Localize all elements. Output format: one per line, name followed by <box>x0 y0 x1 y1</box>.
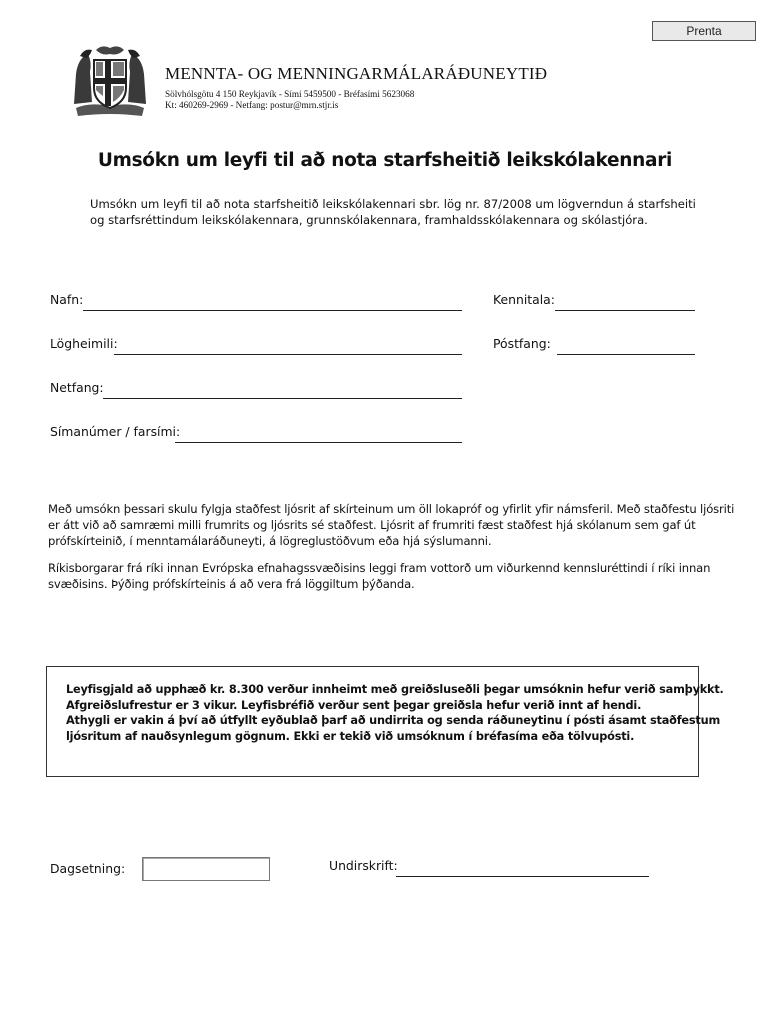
notice-line: Athygli er vakin á því að útfyllt eyðublað þarf að undirrita og senda ráðuneytinu í pósti ásamt staðfestum <box>66 714 721 728</box>
coat-of-arms-logo <box>70 44 150 122</box>
paragraph-line: Með umsókn þessari skulu fylgja staðfest ljósrit af skírteinum um öll lokapróf og yfirlit yfir námsferil. Með staðfestu ljósriti <box>48 502 735 516</box>
date-input[interactable] <box>142 857 270 881</box>
page-title: Umsókn um leyfi til að nota starfsheitið leikskólakennari <box>97 150 673 171</box>
phone-label: Símanúmer / farsími: <box>50 424 181 439</box>
attachments-paragraph <box>48 501 734 549</box>
intro-text <box>90 196 696 228</box>
ministry-name: MENNTA- OG MENNINGARMÁLARÁÐUNEYTIÐ <box>165 64 548 83</box>
intro-line: Umsókn um leyfi til að nota starfsheitið leikskólakennari sbr. lög nr. 87/2008 um lögverndun á starfsheiti <box>90 197 696 211</box>
phone-field[interactable] <box>175 442 462 443</box>
email-label: Netfang: <box>50 380 104 395</box>
kennitala-label: Kennitala: <box>493 292 555 307</box>
print-button[interactable]: Prenta <box>652 21 756 41</box>
intro-line: og starfsréttindum leikskólakennara, grunnskólakennara, framhaldsskólakennara og skólastjóra. <box>90 213 648 227</box>
eea-paragraph <box>48 560 710 592</box>
name-label: Nafn: <box>50 292 84 307</box>
signature-label: Undirskrift: <box>329 858 398 873</box>
domicile-field[interactable] <box>114 354 462 355</box>
domicile-label: Lögheimili: <box>50 336 118 351</box>
paragraph-line: Ríkisborgarar frá ríki innan Evrópska efnahagssvæðisins leggi fram vottorð um viðurkennd kennsluréttindi í ríki innan <box>48 561 711 575</box>
paragraph-line: er átt við að samræmi milli frumrits og ljósrits sé staðfest. Ljósrit af frumriti fæst staðfest hjá skólanum sem gaf út <box>48 518 696 532</box>
ministry-address: Sölvhólsgötu 4 150 Reykjavík - Sími 5459500 - Bréfasími 5623068 <box>165 89 415 99</box>
email-field[interactable] <box>103 398 462 399</box>
signature-line[interactable] <box>396 876 649 877</box>
notice-line: ljósritum af nauðsynlegum gögnum. Ekki er tekið við umsóknum í bréfasíma eða tölvupósti. <box>66 729 635 743</box>
ministry-contact: Kt: 460269-2969 - Netfang: postur@mrn.stjr.is <box>165 100 339 110</box>
notice-line: Afgreiðslufrestur er 3 vikur. Leyfisbréfið verður sent þegar greiðsla hefur verið innt af hendi. <box>66 698 642 712</box>
paragraph-line: svæðisins. Þýðing prófskírteinis á að vera frá löggiltum þýðanda. <box>48 577 415 591</box>
paragraph-line: prófskírteinið, í menntamálaráðuneyti, á lögreglustöðvum eða hjá sýslumanni. <box>48 534 492 548</box>
date-label: Dagsetning: <box>50 861 126 876</box>
kennitala-field[interactable] <box>555 310 695 311</box>
postcode-field[interactable] <box>557 354 695 355</box>
notice-line: Leyfisgjald að upphæð kr. 8.300 verður innheimt með greiðsluseðli þegar umsóknin hefur verið samþykkt. <box>66 683 724 696</box>
postcode-label: Póstfang: <box>493 336 551 351</box>
name-field[interactable] <box>83 310 462 311</box>
notice-text <box>66 682 724 744</box>
